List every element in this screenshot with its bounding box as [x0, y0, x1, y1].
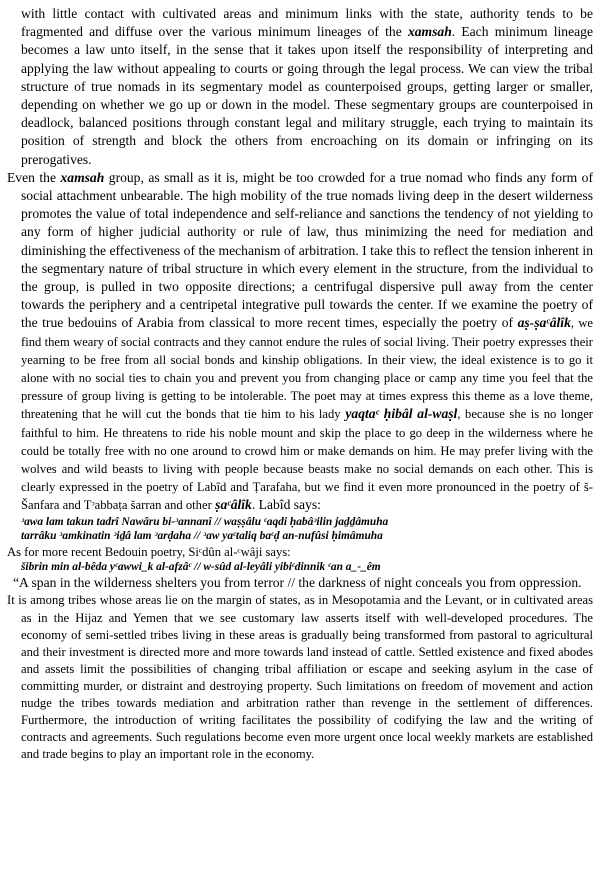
paragraph-text: Even the: [7, 169, 56, 185]
term-yaqta-hibal: yaqtaᶜ ḥibâl al-waṣl: [345, 406, 458, 422]
term-saalik: ṣaᶜâlîk: [215, 497, 252, 513]
verse-attribution: As for more recent Bedouin poetry, Siᶜdûn al-ᶜwâji says:: [7, 544, 291, 559]
paragraph-text: . Each minimum lineage becomes a law unto itself, in the sense that it takes upon itself the responsibility of interpreting and applying the law without appealing to courts or going through the legal process. We can view the tribal structure of true nomads in its segmentary model as counterpoised groups, getting larger or smaller, depending on whether we go up or down in the model. These segmentary groups are counterpoised in deadlock, balanced positions through constant legal and military struggle, each trying to maintain its position of strength and block the others from encroaching on its domain or infringing on its prerogatives.: [21, 24, 593, 167]
paragraph-nomad-poetry: [7, 169, 593, 515]
paragraph-text: , we find them weary of social contracts and they cannot endure the rules of social living. Their poetry expresses their yearning to be free from all social bonds and kinship obligations. In their view, the ideal existence is to go it alone with no social ties to chain you and prevent you from changing place or camp any time you feel that the pressure of group living is getting to be intolerable. The poet may at times express this theme as a love theme, threatening that he will cut the bonds that tie him to his lady: [21, 316, 594, 422]
term-as-saalik: aṣ-ṣaᶜâlîk: [517, 315, 571, 331]
verse-line: ᵓawa lam takun tadrî Nawâru bi-ᵓannanî // waṣṣâlu ᶜaqdi ḥabâᵓilin jaḏḏâmuha: [21, 515, 389, 528]
paragraph-segmentary: [7, 5, 593, 169]
paragraph-text: . Labîd says:: [251, 497, 321, 513]
term-xamsah: xamsah: [407, 24, 452, 40]
term-xamsah: xamsah: [60, 169, 105, 185]
verse-translation: “A span in the wilderness shelters you from terror // the darkness of night conceals you from oppression.: [13, 575, 582, 591]
verse-line: tarrâku ᵓamkinatin ᵓiḏâ lam ᵓarḍaha // ᵓaw yaᶜtaliq baᶜḍ an-nufûsi ḥimâmuha: [21, 530, 383, 543]
paragraph-text: with little contact with cultivated areas and minimum links with the state, authority tends to be fragmented and diffuse over the various minimum lineages of the: [21, 6, 593, 40]
paragraph-text: , because she is no longer faithful to him. He threatens to ride his noble mount and skip the place to go deep in the wilderness where he could be totally free with no one around to crowd him or make demands on him. He may prefer living with the wolves and wild beasts to living with people because beasts make no social demands on each other. This is clearly expressed in the poetry of Labîd and Ṭarafaha, but we find it even more pronounced in the poetry of š-Šanfara and Tᵓabbaṭa šarran and other: [21, 407, 593, 513]
paragraph-text: group, as small as it is, might be too crowded for a true nomad who finds any form of social attachment unbearable. The high mobility of the true nomads living deep in the desert wilderness promotes the value of total independence and self-reliance and sanctions the tendency of not yielding to any form of higher judicial authority or rule of law, thus minimizing the need for mediation and diminishing the effectiveness of the mechanism of arbitration. I take this to reflect the tension inherent in the segmentary nature of tribal structure in which every element in the structure, from the individual to the group, is pulled in two opposite directions; a centrifugal dispersive pull away from the center towards the periphery and a centripetal integrative pull towards the center. If we examine the poetry of the true bedouins of Arabia from classical to more recent times, especially the poetry of: [21, 169, 593, 331]
paragraph-customary-law: It is among tribes whose areas lie on the margin of states, as in Mesopotamia and the Levant, or in cultivated areas as in the Hijaz and Yemen that we see customary law asserts itself with well-developed procedures. The economy of semi-settled tribes living in these areas is gradually being transformed from pastoral to agricultural and their investment is directed more and more towards land instead of cattle. Settled existence and fixed abodes and assets limit the possibilities of changing tribal affiliation or escape and seeking asylum in the case of committing murder, or distraint and destroying property. Such limitations on freedom of movement and action nudge the tribes towards mediation and arbitration rather than revenge in the settlement of differences. Furthermore, the introduction of writing facilitates the possibility of codifying the law and the writing of contracts and agreements. Such regulations become even more urgent once local weekly markets are established and trade begins to play an important role in the economy.: [7, 593, 593, 762]
verse-line: šibrin min al-bêda yᶜawwi_k al-afzâᶜ // w-sûd al-leyâli yibiᶜdinnik ᶜan a_-_êm: [21, 560, 381, 573]
